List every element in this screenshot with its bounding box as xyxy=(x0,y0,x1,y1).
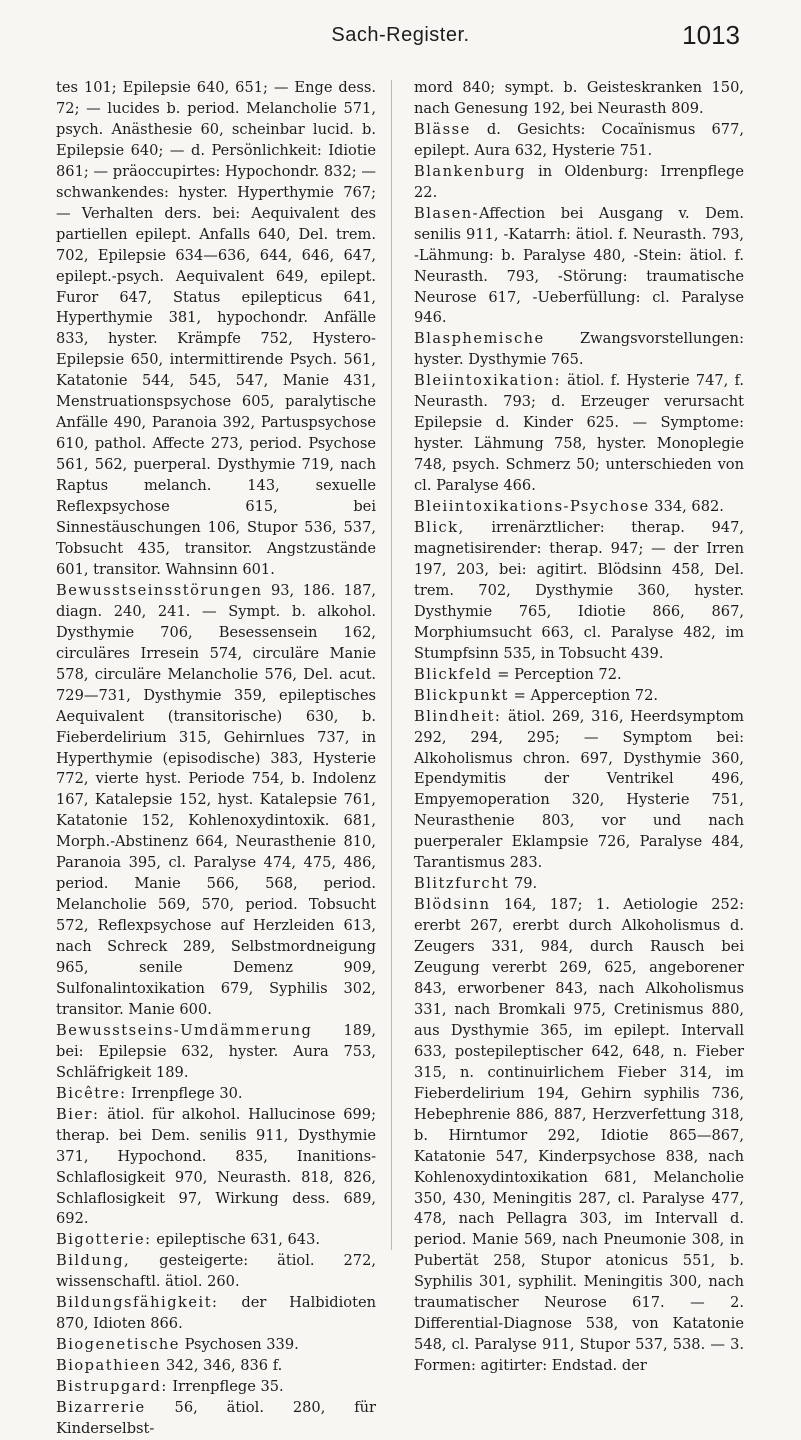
entry-headword: Blankenburg xyxy=(414,162,526,180)
entry-text: Affection bei Ausgang v. Dem. senilis 911, -Katarrh: ätiol. f. Neurasth. 793, -Lähmung: b. Paralyse 480, -Stein: ätiol. f. Neurasth. 793, -Störung: traumatische Neurose 617, -Ueberfüllung: cl. Paralyse 946. xyxy=(414,204,744,327)
column-divider xyxy=(391,80,392,1250)
entry-text: Irrenpflege 30. xyxy=(126,1084,243,1102)
entry-text: irrenärztlicher: therap. 947, magnetisirender: therap. 947; — der Irren 197, 203, bei: agitirt. Blödsinn 458, Del. trem. 702, Dysthymie 360, hyster. Dysthymie 765, Idiotie 866, 867, Morphiumsucht 663, cl. Paralyse 482, im Stumpfsinn 535, in Tobsucht 439. xyxy=(414,519,744,662)
entry-headword: Blick, xyxy=(414,519,465,537)
index-entry xyxy=(414,371,744,497)
entry-headword: Biogenetische xyxy=(56,1336,180,1354)
index-entry xyxy=(414,162,744,204)
entry-headword: Blitzfurcht xyxy=(414,875,510,893)
entry-text: mord 840; sympt. b. Geisteskranken 150, nach Genesung 192, bei Neurasth 809. xyxy=(414,79,744,117)
index-entry xyxy=(56,1356,376,1377)
entry-text: ätiol. für alkohol. Hallucinose 699; therap. bei Dem. senilis 911, Dysthymie 371, Hypochond. 835, Inanitions-Schlaflosigkeit 970, Neurasth. 818, 826, Schlaflosigkeit 97, Wirkung dess. 689, 692. xyxy=(56,1105,376,1228)
entry-headword: Bildung, xyxy=(56,1252,131,1270)
running-title: Sach-Register. xyxy=(331,24,470,46)
index-entry xyxy=(56,1377,376,1398)
index-entry xyxy=(414,518,744,665)
entry-headword: Bleiintoxikations-Psychose xyxy=(414,498,650,516)
index-entry xyxy=(56,1398,376,1440)
index-entry xyxy=(56,1293,376,1335)
entry-headword: Bewusstseinsstörungen xyxy=(56,581,263,599)
entry-headword: Blödsinn xyxy=(414,896,491,914)
index-entry xyxy=(414,329,744,371)
entry-headword: Bewusstseins-Umdämmerung xyxy=(56,1021,313,1039)
entry-text: 189, bei: Epilepsie 632, hyster. Aura 753, Schläfrigkeit 189. xyxy=(56,1021,376,1081)
index-entry xyxy=(414,895,744,1377)
index-entry xyxy=(414,497,744,518)
index-entry xyxy=(414,707,744,875)
entry-text: gesteigerte: ätiol. 272, wissenschaftl. ätiol. 260. xyxy=(56,1252,376,1291)
index-entry xyxy=(56,581,376,1021)
entry-text: 93, 186. 187, diagn. 240, 241. — Sympt. b. alkohol. Dysthymie 706, Besessensein 162, circuläres Irresein 574, circuläre Manie 578, circuläre Melancholie 576, Del. acut. 729—731, Dysthymie 359, epileptisches Aequivalent (transitorische) 630, b. Fieberdelirium 315, Gehirnlues 737, in Hyperthymie (episodische) 383, Hysterie 772, vierte hyst. Periode 754, b. Indolenz 167, Katalepsie 152, hyst. Katalepsie 761, Katatonie 152, Kohlenoxydintoxik. 681, Morph.-Abstinenz 664, Neurasthenie 810, Paranoia 395, cl. Paralyse 474, 475, 486, period. Manie 566, 568, period. Melancholie 569, 570, period. Tobsucht 572, Reflexpsychose auf Herzleiden 613, nach Schreck 289, Selbstmordneigung 965, senile Demenz 909, Sulfonalintoxikation 679, Syphilis 302, transitor. Manie 600. xyxy=(56,581,376,1018)
entry-text: d. Gesichts: Cocaïnismus 677, epilept. Aura 632, Hysterie 751. xyxy=(414,120,744,159)
entry-text: Psychosen 339. xyxy=(179,1336,299,1354)
entry-text: 334, 682. xyxy=(649,498,724,516)
left-column xyxy=(56,78,376,1440)
entry-text: der Halbidioten 870, Idioten 866. xyxy=(56,1294,376,1333)
entry-text: ätiol. 269, 316, Heerdsymptom 292, 294, 295; — Symptom bei: Alkoholismus chron. 697, Dysthymie 360, Ependymitis der Ventrikel 496, Empyemoperation 320, Hysterie 751, Neurasthenie 803, vor und nach puerperaler Eklampsie 726, Paralyse 484, Tarantismus 283. xyxy=(414,707,744,872)
entry-headword: Blässe xyxy=(414,120,471,138)
entry-text: Irrenpflege 35. xyxy=(167,1378,284,1396)
index-entry xyxy=(56,1230,376,1251)
entry-text: 342, 346, 836 f. xyxy=(161,1357,283,1375)
entry-headword: Bistrupgard: xyxy=(56,1378,168,1396)
index-entry xyxy=(414,120,744,162)
index-entry xyxy=(56,1335,376,1356)
entry-text: 164, 187; 1. Aetiologie 252: ererbt 267, ererbt durch Alkoholismus d. Zeugers 331, 984, durch Rausch bei Zeugung vererbt 269, 625, angeborener 843, erworbener 843, nach Alkoholismus 331, nach Bromkali 975, Cretinismus 880, aus Dysthymie 365, im epilept. Intervall 633, postepileptischer 642, 648, n. Fieber 315, n. continuirlichem Fieber 314, im Fieberdelirium 194, Gehirn syphilis 736, Hebephrenie 886, 887, Herzverfettung 318, b. Hirntumor 292, Idiotie 865—867, Katatonie 547, Kinderpsychose 838, nach Kohlenoxydintoxikation 681, Melancholie 350, 430, Meningitis 287, cl. Paralyse 477, 478, nach Pellagra 303, im Intervall d. period. Manie 569, nach Pneumonie 308, in Pubertät 258, Stupor atonicus 551, b. Syphilis 301, syphilit. Meningitis 300, nach traumatischer Neurose 617. — 2. Differential-Diagnose 538, von Katatonie 548, cl. Paralyse 911, Stupor 537, 538. — 3. Formen: agitirter: Endstad. der xyxy=(414,896,744,1375)
index-entry xyxy=(414,204,744,330)
entry-text: 79. xyxy=(509,875,538,893)
entry-headword: Blickfeld xyxy=(414,665,493,683)
index-entry xyxy=(414,874,744,895)
entry-text: = Perception 72. xyxy=(492,665,622,683)
entry-headword: Bleiintoxikation: xyxy=(414,372,561,390)
index-entry xyxy=(414,686,744,707)
entry-headword: Bicêtre: xyxy=(56,1084,127,1102)
entry-headword: Bier: xyxy=(56,1105,100,1123)
entry-headword: Blasphemische xyxy=(414,330,545,348)
right-column xyxy=(414,78,744,1377)
entry-headword: Bildungsfähigkeit: xyxy=(56,1294,219,1312)
index-entry xyxy=(56,1105,376,1231)
entry-headword: Blasen- xyxy=(414,204,480,222)
entry-headword: Biopathieen xyxy=(56,1357,162,1375)
entry-text: epileptische 631, 643. xyxy=(151,1231,321,1249)
index-entry xyxy=(56,78,376,581)
entry-headword: Blickpunkt xyxy=(414,686,509,704)
page-header xyxy=(0,14,801,54)
entry-text: Zwangsvorstellungen: hyster. Dysthymie 765. xyxy=(414,330,744,369)
index-entry xyxy=(56,1251,376,1293)
entry-text: tes 101; Epilepsie 640, 651; — Enge dess. 72; — lucides b. period. Melancholie 571, psych. Anästhesie 60, scheinbar lucid. b. Epilepsie 640; — d. Persönlichkeit: Idiotie 861; — präoccupirtes: Hypochondr. 832; — schwankendes: hyster. Hyperthymie 767; — Verhalten ders. bei: Aequivalent des partiellen epilept. Anfalls 640, Del. trem. 702, Epilepsie 634—636, 644, 646, 647, epilept.-psych. Aequivalent 649, epilept. Furor 647, Status epilepticus 641, Hyperthymie 381, hypochondr. Anfälle 833, hyster. Krämpfe 752, Hystero-Epilepsie 650, intermittirende Psych. 561, Katatonie 544, 545, 547, Manie 431, Menstruationspsychose 605, paralytische Anfälle 490, Paranoia 392, Partuspsychose 610, pathol. Affecte 273, period. Psychose 561, 562, puerperal. Dysthymie 719, nach Raptus melanch. 143, sexuelle Reflexpsychose 615, bei Sinnestäuschungen 106, Stupor 536, 537, Tobsucht 435, transitor. Angstzustände 601, transitor. Wahnsinn 601. xyxy=(56,79,376,578)
entry-text: 56, ätiol. 280, für Kinderselbst- xyxy=(56,1399,376,1437)
entry-text: = Apperception 72. xyxy=(508,686,658,704)
index-entry xyxy=(414,78,744,120)
index-entry xyxy=(56,1084,376,1105)
entry-headword: Bigotterie: xyxy=(56,1231,152,1249)
entry-headword: Bizarrerie xyxy=(56,1399,146,1417)
entry-headword: Blindheit: xyxy=(414,707,502,725)
index-entry xyxy=(56,1021,376,1084)
index-entry xyxy=(414,665,744,686)
entry-text: ätiol. f. Hysterie 747, f. Neurasth. 793; d. Erzeuger verursacht Epilepsie d. Kinder 625. — Symptome: hyster. Lähmung 758, hyster. Monoplegie 748, psych. Schmerz 50; unterschieden von cl. Paralyse 466. xyxy=(414,372,744,495)
page-number: 1013 xyxy=(682,20,740,50)
entry-text: in Oldenburg: Irrenpflege 22. xyxy=(414,162,744,201)
